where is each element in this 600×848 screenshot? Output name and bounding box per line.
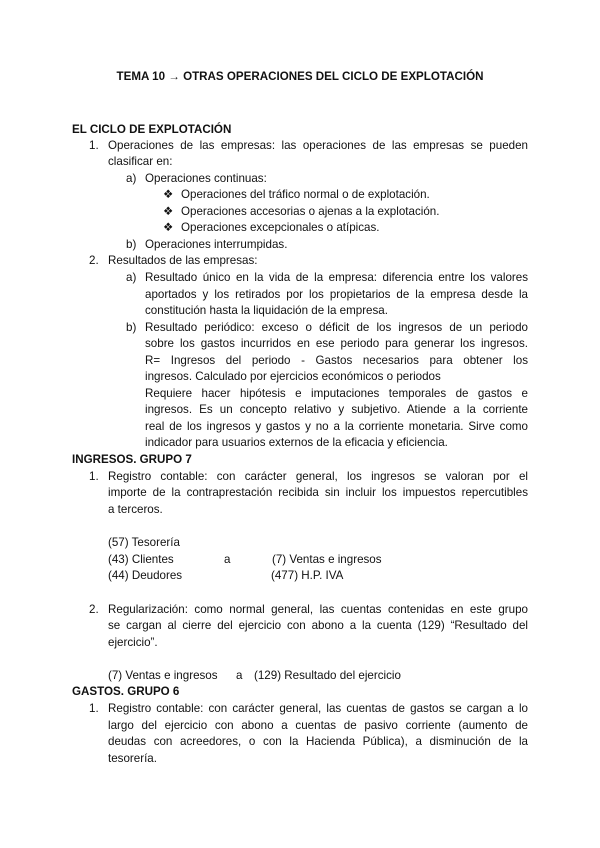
list-item: Resultados de las empresas: — [108, 254, 258, 267]
paragraph-line: Resultado periódico: exceso o déficit de los ingresos de un periodo — [145, 321, 528, 334]
entry-debit-account: (44) Deudores — [108, 569, 183, 582]
list-letter: a) — [126, 172, 137, 185]
bullet-item: Operaciones excepcionales o atípicas. — [181, 221, 380, 234]
list-item: Operaciones interrumpidas. — [145, 238, 288, 251]
bullet-diamond-icon: ❖ — [163, 221, 174, 234]
list-number: 1. — [89, 139, 99, 152]
paragraph-line: ingresos. Calculado por ejercicios económicos o periodos — [145, 370, 441, 383]
page-title: TEMA 10 → OTRAS OPERACIONES DEL CICLO DE EXPLOTACIÓN — [116, 70, 484, 83]
paragraph-line: sobre los gastos incurridos en ese periodo para generar los ingresos. — [145, 337, 528, 350]
paragraph-line: Operaciones de las empresas: las operaciones de las empresas se pueden — [108, 139, 528, 152]
bullet-item: Operaciones accesorias o ajenas a la explotación. — [181, 205, 440, 218]
paragraph-line: real de los ingresos y gastos y no a la corriente monetaria. Sirve como — [145, 420, 528, 433]
paragraph-line: deudas con acreedores, o con la Hacienda Pública), a disminución de la — [108, 735, 528, 748]
closing-credit-account: (129) Resultado del ejercicio — [254, 669, 401, 682]
list-number: 1. — [89, 470, 99, 483]
list-number: 1. — [89, 702, 99, 715]
list-letter: a) — [126, 271, 137, 284]
entry-credit-account: (7) Ventas e ingresos — [272, 553, 382, 566]
entry-debit-account: (57) Tesorería — [108, 536, 180, 549]
paragraph-line: ingresos. Es un concepto relativo y subjetivo. Atiende a la corriente — [145, 403, 528, 416]
paragraph-line: importe de la contraprestación recibida sin incluir los impuestos repercutibles — [108, 486, 528, 499]
paragraph-line: Registro contable: con carácter general, los ingresos se valoran por el — [108, 470, 528, 483]
entry-credit-account: (477) H.P. IVA — [271, 569, 344, 582]
section-heading-gastos: GASTOS. GRUPO 6 — [72, 685, 180, 698]
paragraph-line: R= Ingresos del periodo - Gastos necesarios para obtener los — [145, 354, 528, 367]
list-number: 2. — [89, 603, 99, 616]
paragraph-line: constitución hasta la liquidación de la empresa. — [145, 304, 388, 317]
list-item: Operaciones continuas: — [145, 172, 267, 185]
paragraph-line: indicador para usuarios externos de la eficacia y eficiencia. — [145, 436, 448, 449]
paragraph-line: Resultado único en la vida de la empresa: diferencia entre los valores — [145, 271, 528, 284]
list-letter: b) — [126, 321, 137, 334]
paragraph-line: a terceros. — [108, 503, 163, 516]
paragraph-line: clasificar en: — [108, 155, 173, 168]
paragraph-line: tesorería. — [108, 752, 157, 765]
list-number: 2. — [89, 254, 99, 267]
paragraph-line: se cargan al cierre del ejercicio con abono a la cuenta (129) “Resultado del — [108, 619, 528, 632]
paragraph-line: Registro contable: con carácter general, las cuentas de gastos se cargan a lo — [108, 702, 528, 715]
paragraph-line: aportados y los retirados por los propietarios de la empresa desde la — [145, 288, 528, 301]
paragraph-line: Requiere hacer hipótesis e imputaciones temporales de gastos e — [145, 387, 528, 400]
bullet-item: Operaciones del tráfico normal o de explotación. — [181, 188, 430, 201]
entry-separator: a — [224, 553, 231, 566]
bullet-diamond-icon: ❖ — [163, 188, 174, 201]
entry-debit-account: (43) Clientes — [108, 553, 174, 566]
list-letter: b) — [126, 238, 137, 251]
section-heading-ingresos: INGRESOS. GRUPO 7 — [72, 453, 192, 466]
bullet-diamond-icon: ❖ — [163, 205, 174, 218]
section-heading-ciclo: EL CICLO DE EXPLOTACIÓN — [72, 123, 232, 136]
closing-debit-account: (7) Ventas e ingresos — [108, 669, 218, 682]
paragraph-line: largo del ejercicio con abono a cuentas de pasivo corriente (aumento de — [108, 719, 528, 732]
closing-separator: a — [236, 669, 243, 682]
paragraph-line: ejercicio”. — [108, 636, 158, 649]
paragraph-line: Regularización: como normal general, las cuentas contenidas en este grupo — [108, 603, 528, 616]
